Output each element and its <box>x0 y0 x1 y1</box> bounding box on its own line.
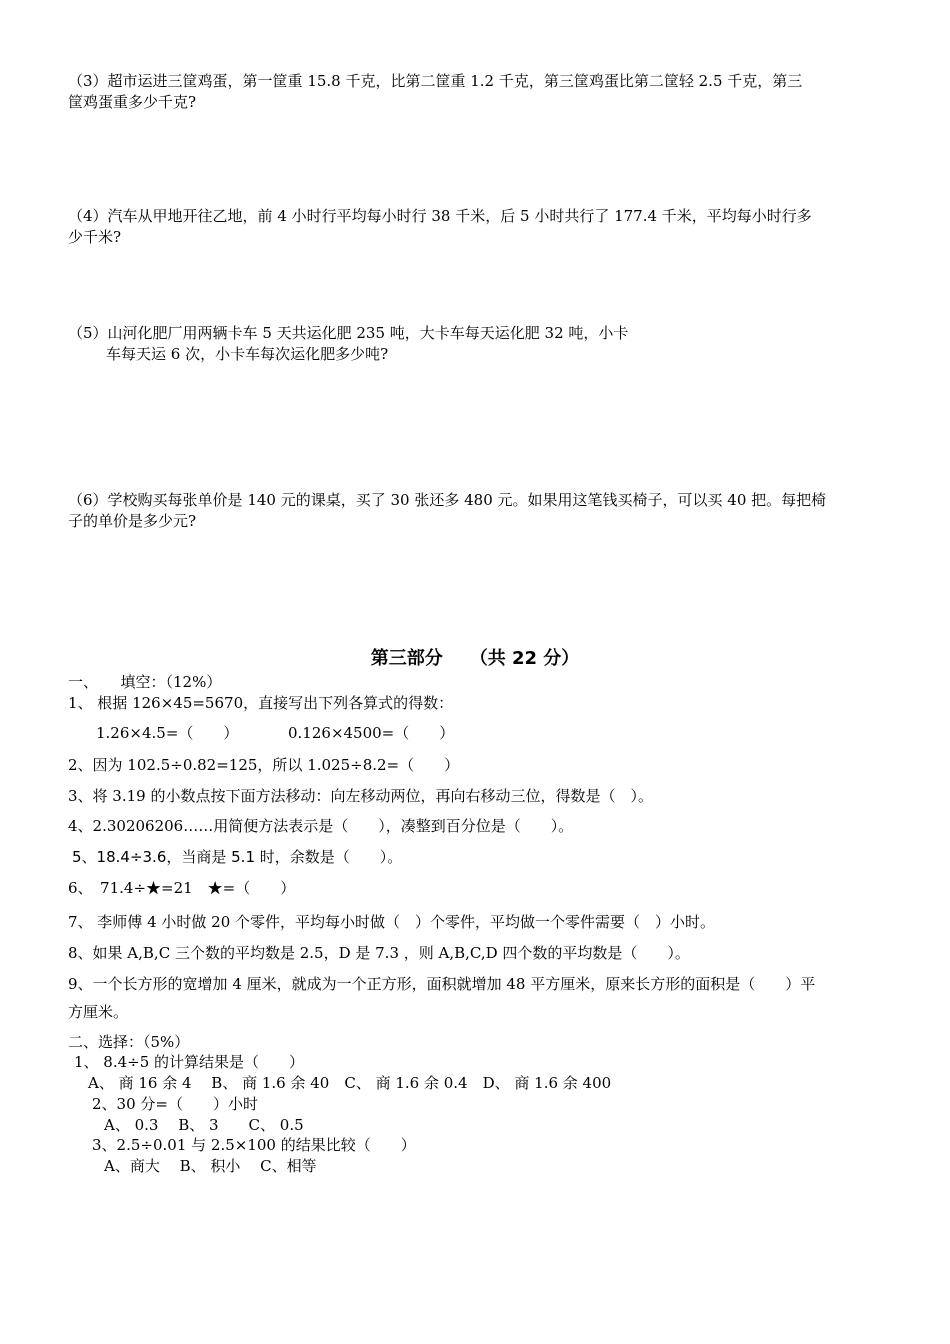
problem-3-line-2: 筐鸡蛋重多少千克? <box>68 93 197 111</box>
choice-heading: 二、选择：（5%） <box>68 1033 190 1051</box>
fill-question-3: 3、将 3.19 的小数点按下面方法移动：向左移动两位，再向右移动三位，得数是（ ）。 <box>68 787 653 805</box>
fill-question-9-line-1: 9、一个长方形的宽增加 4 厘米，就成为一个正方形，面积就增加 48 平方厘米，原来长方形的面积是（ ）平 <box>68 975 816 993</box>
choice-question-2: 2、30 分=（ ）小时 <box>92 1095 258 1113</box>
fill-question-6: 6、 71.4÷★=21 ★=（ ） <box>68 879 296 897</box>
problem-3-line-1: （3）超市运进三筐鸡蛋，第一筐重 15.8 千克，比第二筐重 1.2 千克，第三筐鸡蛋比第二筐轻 2.5 千克，第三 <box>68 72 803 90</box>
problem-4-line-1: （4）汽车从甲地开往乙地，前 4 小时行平均每小时行 38 千米，后 5 小时共行了 177.4 千米，平均每小时行多 <box>68 207 812 225</box>
choice-question-2-options: A、 0.3 B、 3 C、 0.5 <box>104 1116 304 1134</box>
fill-question-9-line-2: 方厘米。 <box>68 1003 129 1021</box>
problem-5-line-1: （5）山河化肥厂用两辆卡车 5 天共运化肥 235 吨，大卡车每天运化肥 32 吨，小卡 <box>68 324 629 342</box>
choice-question-1-options: A、 商 16 余 4 B、 商 1.6 余 40 C、 商 1.6 余 0.4 D、 商 1.6 余 400 <box>88 1074 612 1092</box>
choice-question-3-options: A、商大 B、 积小 C、相等 <box>104 1157 317 1175</box>
part3-title: 第三部分 （共 22 分） <box>370 648 580 669</box>
fill-question-1: 1、 根据 126×45=5670，直接写出下列各算式的得数： <box>68 694 454 712</box>
fill-question-2: 2、因为 102.5÷0.82=125，所以 1.025÷8.2=（ ） <box>68 756 460 774</box>
fill-question-1b: 0.126×4500=（ ） <box>288 724 455 742</box>
fill-question-4: 4、2.30206206……用简便方法表示是（ ），凑整到百分位是（ ）。 <box>68 817 574 835</box>
choice-question-1: 1、 8.4÷5 的计算结果是（ ） <box>74 1053 305 1071</box>
fill-question-7: 7、 李师傅 4 小时做 20 个零件，平均每小时做（ ）个零件，平均做一个零件需要（ ）小时。 <box>68 913 716 931</box>
fill-question-8: 8、如果 A,B,C 三个数的平均数是 2.5，D 是 7.3 ，则 A,B,C,D 四个数的平均数是（ ）。 <box>68 944 690 962</box>
fill-question-5: 5、18.4÷3.6，当商是 5.1 时，余数是（ ）。 <box>72 848 403 866</box>
fill-heading: 一、 填空：（12%） <box>68 673 222 691</box>
problem-6-line-1: （6）学校购买每张单价是 140 元的课桌，买了 30 张还多 480 元。如果用这笔钱买椅子，可以买 40 把。每把椅 <box>68 491 827 509</box>
fill-question-1a: 1.26×4.5=（ ） <box>96 724 239 742</box>
problem-5-line-2: 车每天运 6 次，小卡车每次运化肥多少吨? <box>106 345 389 363</box>
problem-6-line-2: 子的单价是多少元? <box>68 512 197 530</box>
problem-4-line-2: 少千米? <box>68 228 122 246</box>
choice-question-3: 3、2.5÷0.01 与 2.5×100 的结果比较（ ） <box>92 1136 416 1154</box>
